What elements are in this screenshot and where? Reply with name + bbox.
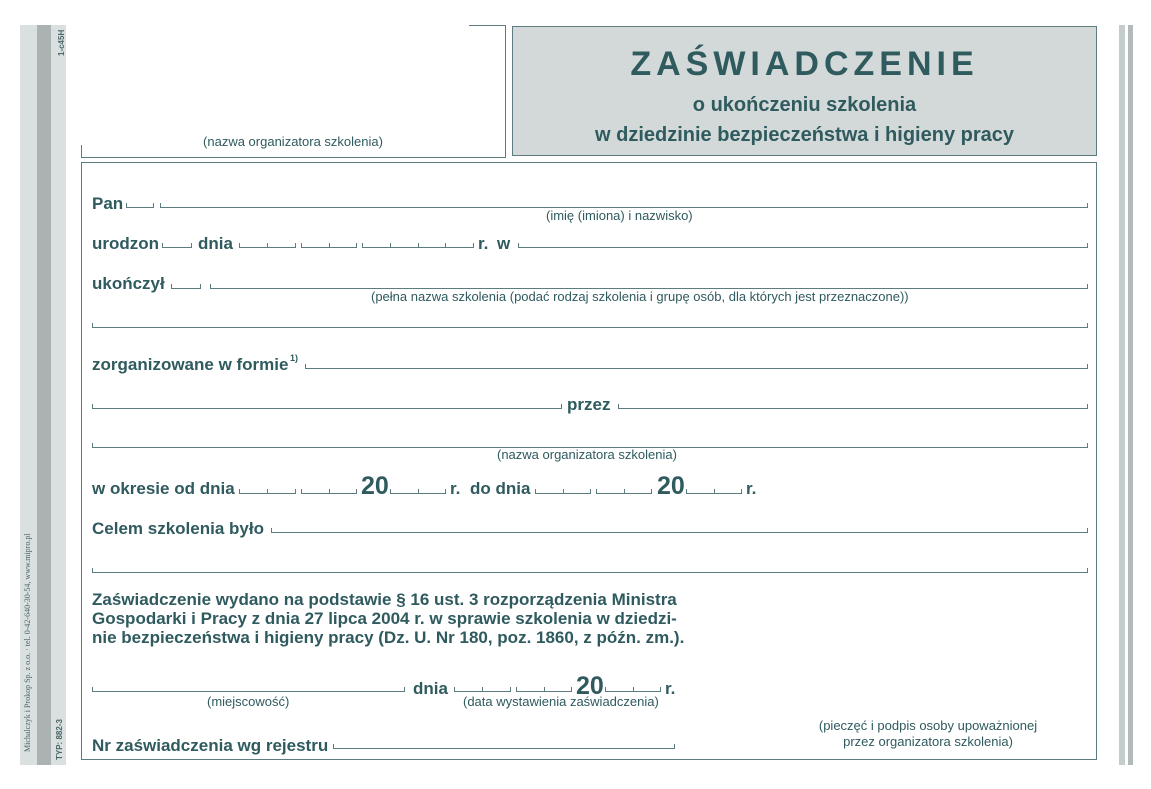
by-label: przez (567, 395, 611, 414)
from-year-field[interactable] (390, 489, 446, 494)
birth-day-field[interactable] (239, 243, 296, 248)
document-subtitle-1: o ukończeniu szkolenia (692, 94, 917, 116)
to-year-suffix: r. (746, 479, 757, 498)
footnote-mark: 1) (290, 353, 299, 363)
completed-suffix-field[interactable] (171, 284, 201, 289)
organizer-field[interactable] (618, 404, 1088, 409)
gender-suffix-field[interactable] (126, 203, 154, 208)
legal-basis-line-1: Zaświadczenie wydano na podstawie § 16 ust. 3 rozporządzenia Ministra (92, 590, 677, 609)
birth-place-label: w (497, 234, 511, 253)
issue-month-field[interactable] (516, 687, 572, 692)
from-year-suffix: r. (450, 479, 461, 498)
from-month-field[interactable] (301, 489, 357, 494)
period-to-label: do dnia (470, 479, 531, 498)
to-century: 20 (657, 472, 685, 500)
register-number-label: Nr zaświadczenia wg rejestru (92, 736, 329, 755)
issue-year-suffix: r. (665, 679, 676, 698)
left-margin-band (37, 25, 51, 765)
document-title: ZAŚWIADCZENIE (630, 45, 979, 83)
training-name-field-2[interactable] (92, 323, 1088, 328)
issue-day-field[interactable] (454, 687, 511, 692)
born-suffix-field[interactable] (162, 243, 192, 248)
title-box (512, 26, 1097, 156)
legal-basis-line-3: nie bezpieczeństwa i higieny pracy (Dz. U. Nr 180, poz. 1860, z późn. zm.). (92, 628, 685, 647)
stamp-caption-line-1: (pieczęć i podpis osoby upoważnionej (818, 718, 1038, 733)
to-month-field[interactable] (596, 489, 652, 494)
goal-label: Celem szkolenia było (92, 519, 264, 538)
legal-basis-line-2: Gospodarki i Pracy z dnia 27 lipca 2004 r. w sprawie szkolenia w dziedzi- (92, 609, 677, 628)
training-name-caption: (pełna nazwa szkolenia (podać rodzaj szkolenia i grupę osób, dla których jest przeznaczone)) (371, 289, 909, 304)
right-edge-band (1128, 25, 1133, 765)
born-label: urodzon (92, 234, 160, 253)
goal-field-2[interactable] (92, 568, 1088, 573)
issue-century: 20 (576, 672, 604, 700)
publisher-info: Michalczyk i Prokop Sp. z o.o. · tel. 0-42-640-30-54, www.mipro.pl (23, 533, 32, 752)
issue-day-label: dnia (413, 679, 448, 698)
issue-year-field[interactable] (605, 687, 661, 692)
full-name-caption: (imię (imiona) i nazwisko) (546, 208, 693, 223)
organizer-caption: (nazwa organizatora szkolenia) (203, 134, 383, 149)
organizer-field-caption: (nazwa organizatora szkolenia) (497, 447, 677, 462)
issue-date-caption: (data wystawienia zaświadczenia) (463, 694, 659, 709)
period-from-label: w okresie od dnia (92, 479, 235, 498)
right-edge-strip (1119, 25, 1125, 765)
stamp-signature-caption (808, 718, 1048, 750)
organized-form-field[interactable] (305, 364, 1088, 369)
completed-label: ukończył (92, 274, 165, 293)
from-day-field[interactable] (239, 489, 296, 494)
birth-month-field[interactable] (301, 243, 357, 248)
place-caption: (miejscowość) (207, 694, 290, 709)
form-code: 1-c45H (57, 29, 66, 56)
goal-field[interactable] (271, 528, 1088, 533)
birth-day-label: dnia (198, 234, 233, 253)
organized-form-label: zorganizowane w formie (92, 355, 289, 374)
pan-label: Pan (92, 194, 124, 213)
organized-form-field-2[interactable] (92, 404, 562, 409)
birth-year-field[interactable] (362, 243, 474, 248)
stamp-caption-line-2: przez organizatora szkolenia) (843, 734, 1013, 749)
register-number-field[interactable] (333, 744, 675, 749)
document-subtitle-2: w dziedzinie bezpieczeństwa i higieny pracy (594, 124, 1014, 146)
legal-basis-paragraph (92, 590, 684, 647)
to-year-field[interactable] (686, 489, 742, 494)
to-day-field[interactable] (535, 489, 591, 494)
from-century: 20 (361, 472, 389, 500)
place-field[interactable] (92, 687, 405, 692)
type-code: TYP: 882-3 (55, 719, 64, 760)
birth-year-suffix: r. (478, 234, 489, 253)
birth-place-field[interactable] (518, 243, 1088, 248)
